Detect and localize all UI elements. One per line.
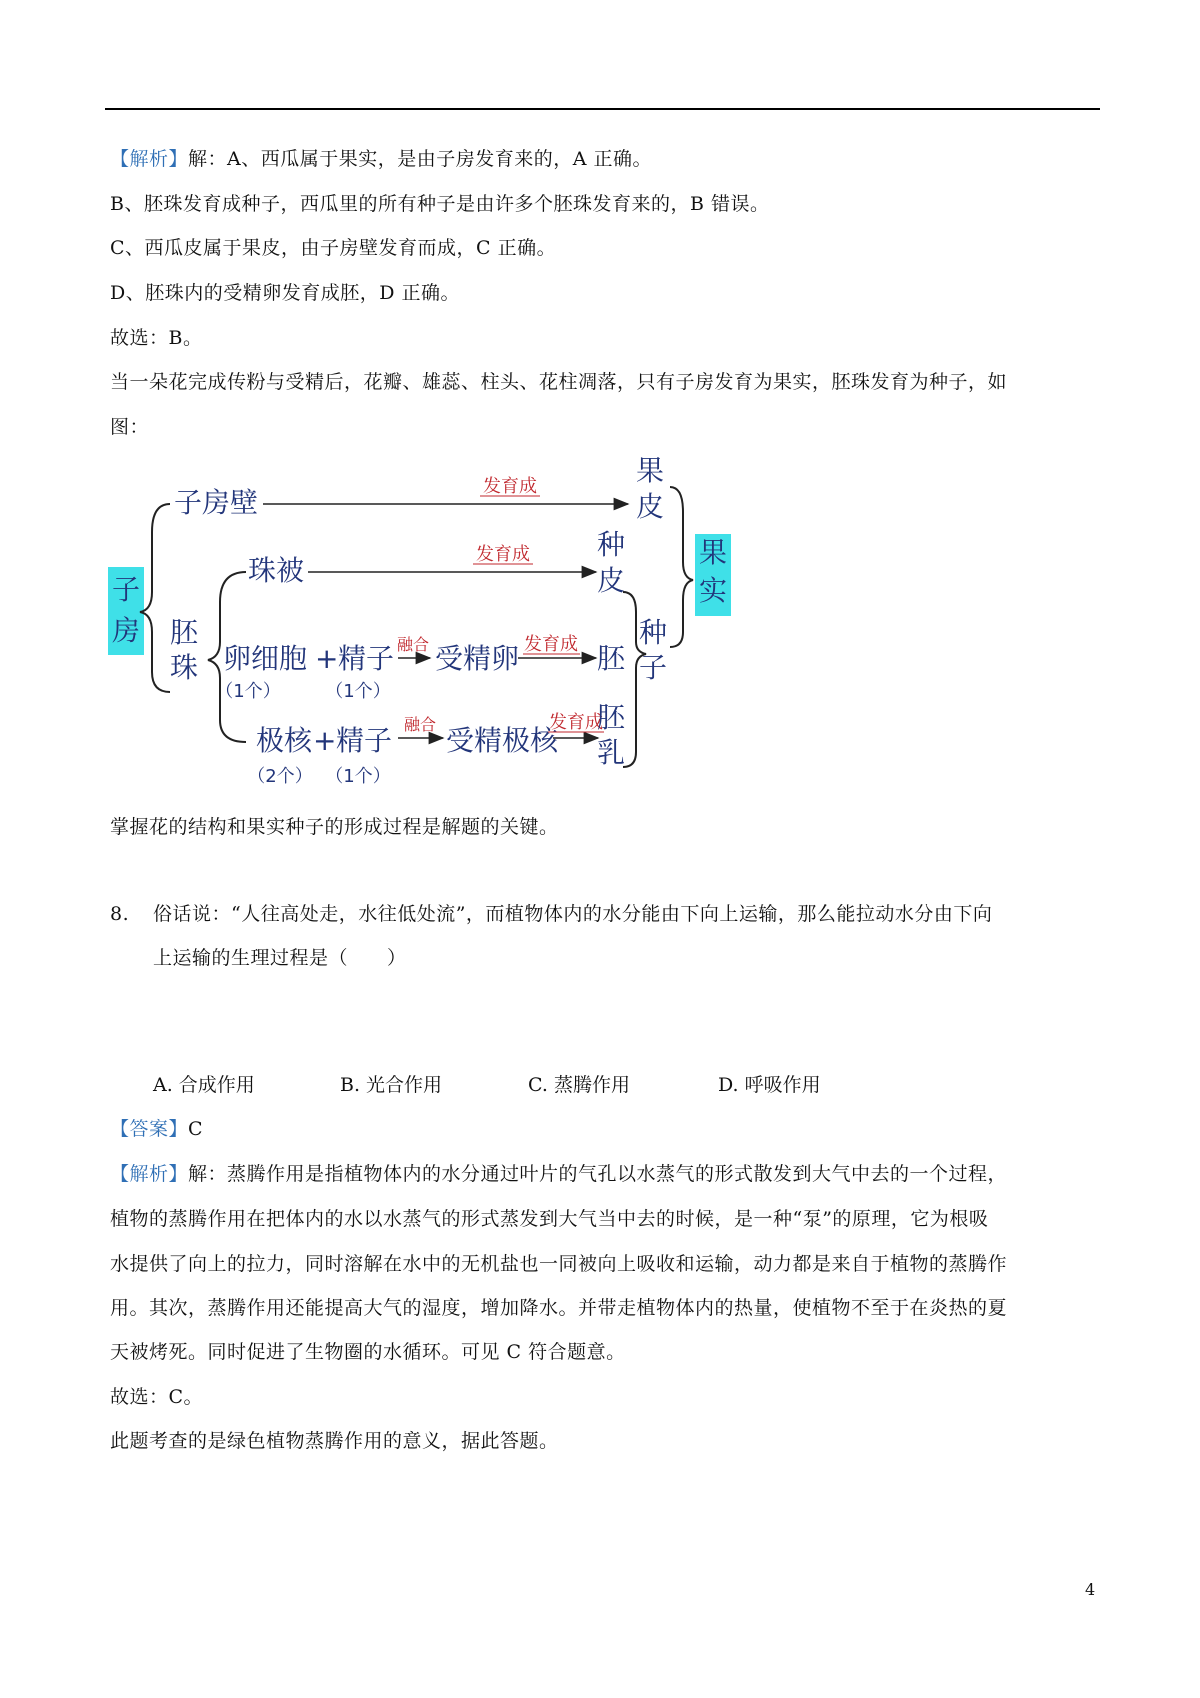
fruit-seed-formation-diagram: [108, 454, 798, 862]
question-options: [153, 1073, 821, 1097]
egg-fuse-label: 融合: [396, 635, 430, 654]
question-stem-1: 俗话说：“人往高处走，水往低处流”，而植物体内的水分能由下向上运输，那么能拉动水分由下向: [153, 903, 993, 925]
integument-develops-label: 发育成: [476, 544, 530, 565]
ovary-label-2: 房: [111, 614, 141, 647]
analysis-line-1: [110, 147, 652, 171]
polar-fuse-label: 融合: [403, 715, 437, 734]
question-analysis-tag: 【解析】: [110, 1163, 189, 1185]
endosperm-label-2: 乳: [596, 736, 626, 769]
page-number: 4: [1085, 1580, 1096, 1599]
fruit-label-1: 果: [698, 536, 728, 569]
egg-plus: +: [315, 642, 339, 675]
ovule-label-2: 珠: [169, 651, 199, 684]
question-analysis-line-3: 水提供了向上的拉力，同时溶解在水中的无机盐也一同被向上吸收和运输，动力都是来自于植物的蒸腾作: [110, 1253, 1008, 1275]
option-c: C. 蒸腾作用: [528, 1074, 630, 1096]
question-number: 8.: [110, 903, 130, 925]
analysis-line-3: C、西瓜皮属于果皮，由子房壁发育而成，C 正确。: [110, 237, 557, 259]
analysis-text: 解：A、西瓜属于果实，是由子房发育来的，A 正确。: [188, 148, 652, 170]
answer-line: [110, 1117, 203, 1141]
seed-coat-label-1: 种: [596, 528, 626, 561]
seed-coat-label-2: 皮: [596, 564, 626, 597]
question-summary: 此题考查的是绿色植物蒸腾作用的意义，据此答题。: [110, 1430, 559, 1452]
endosperm-label-1: 胚: [596, 701, 626, 734]
answer-value: C: [188, 1118, 204, 1140]
analysis-line-4: D、胚珠内的受精卵发育成胚，D 正确。: [110, 282, 461, 304]
question-analysis-line-4: 用。其次，蒸腾作用还能提高大气的湿度，增加降水。并带走植物体内的热量，使植物不至于在炎热的夏: [110, 1297, 1008, 1319]
question-analysis-line-5: 天被烤死。同时促进了生物圈的水循环。可见 C 符合题意。: [110, 1341, 626, 1363]
embryo-label: 胚: [596, 642, 626, 675]
option-a: A. 合成作用: [153, 1074, 255, 1096]
option-b: B. 光合作用: [340, 1074, 443, 1096]
egg-sperm-label: 精子: [338, 642, 395, 675]
egg-sperm-count: （1个）: [325, 681, 391, 702]
integument-label: 珠被: [248, 554, 305, 587]
header-rule: [105, 108, 1100, 110]
egg-count: （1个）: [215, 681, 281, 702]
question-stem-2: 上运输的生理过程是（ ）: [153, 947, 407, 969]
pericarp-label-2: 皮: [635, 490, 665, 523]
zygote-develops-label: 发育成: [524, 634, 578, 655]
analysis-choice: 故选：B。: [110, 327, 203, 349]
ovary-wall-label: 子房壁: [174, 486, 259, 519]
pericarp-label-1: 果: [635, 454, 665, 487]
seed-label-2: 子: [638, 651, 668, 684]
analysis-tag: 【解析】: [110, 148, 189, 170]
ovary-brace: [140, 504, 170, 692]
fertilized-polar-label: 受精极核: [446, 724, 559, 757]
polar-plus: +: [313, 724, 337, 757]
wall-develops-label: 发育成: [483, 476, 537, 497]
question-analysis-line-1: [110, 1162, 1007, 1186]
egg-cell-label: 卵细胞: [223, 642, 308, 675]
ovule-label-1: 胚: [169, 616, 199, 649]
polar-develops-label: 发育成: [549, 712, 603, 733]
answer-tag: 【答案】: [110, 1118, 189, 1140]
zygote-label: 受精卵: [435, 642, 520, 675]
polar-nuclei-label: 极核: [256, 724, 313, 757]
polar-sperm-count: （1个）: [325, 766, 391, 787]
polar-sperm-label: 精子: [336, 724, 393, 757]
analysis-conclusion: 掌握花的结构和果实种子的形成过程是解题的关键。: [110, 816, 559, 838]
fruit-brace: [670, 487, 693, 647]
ovary-label-1: 子: [111, 573, 141, 606]
seed-label-1: 种: [638, 616, 668, 649]
polar-count: （2个）: [247, 766, 313, 787]
analysis-line-6: 当一朵花完成传粉与受精后，花瓣、雄蕊、柱头、花柱凋落，只有子房发育为果实，胚珠发育为种子，如: [110, 371, 1008, 393]
option-d: D. 呼吸作用: [718, 1074, 821, 1096]
analysis-line-7: 图：: [110, 416, 150, 438]
question-choice: 故选：C。: [110, 1386, 204, 1408]
fruit-label-2: 实: [698, 574, 728, 607]
analysis-line-2: B、胚珠发育成种子，西瓜里的所有种子是由许多个胚珠发育来的，B 错误。: [110, 193, 770, 215]
question-analysis-first: 解：蒸腾作用是指植物体内的水分通过叶片的气孔以水蒸气的形式散发到大气中去的一个过程，: [188, 1163, 1008, 1185]
question-analysis-line-2: 植物的蒸腾作用在把体内的水以水蒸气的形式蒸发到大气当中去的时候，是一种“泵”的原理，它为根吸: [110, 1208, 989, 1230]
